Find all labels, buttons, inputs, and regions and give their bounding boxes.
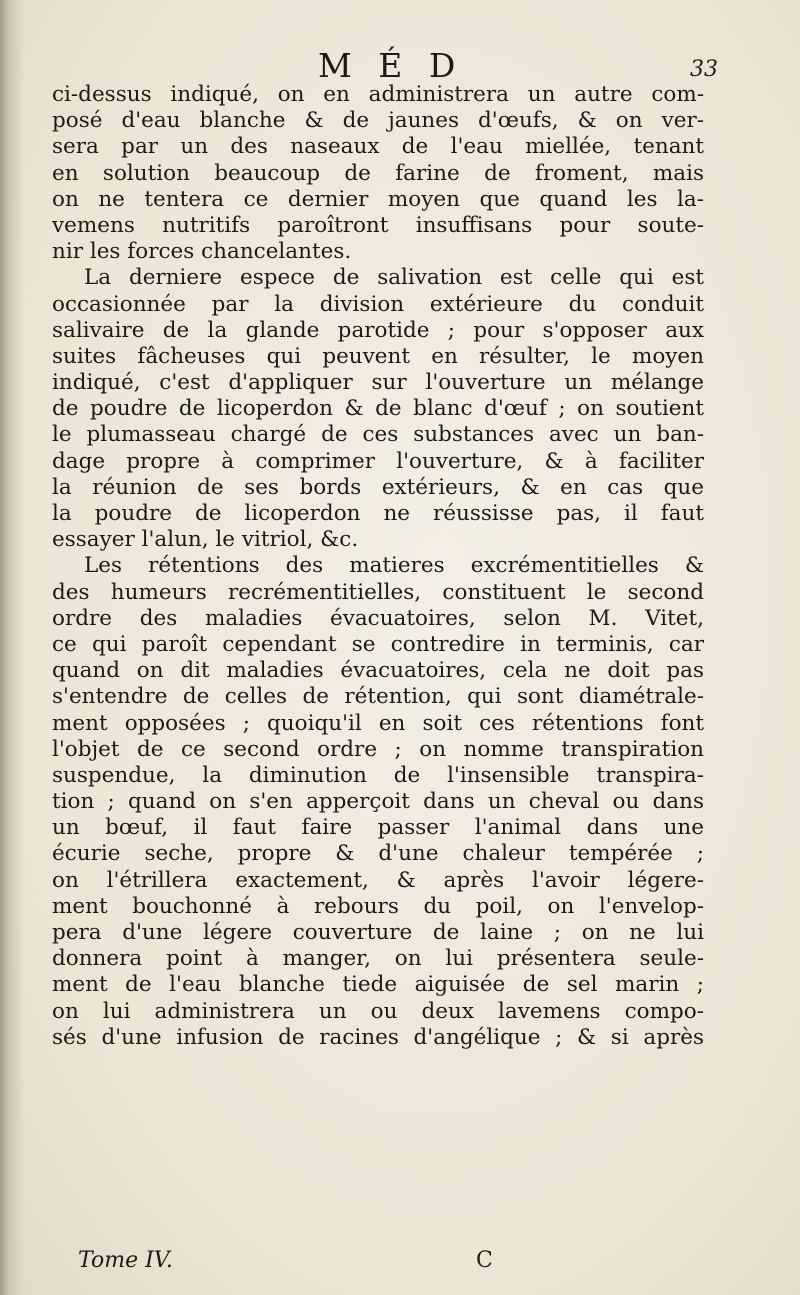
text-line: sés d'une infusion de racines d'angélique ; & si après <box>52 1024 704 1050</box>
text-line: pera d'une légere couverture de laine ; on ne lui <box>52 920 704 945</box>
text-line: on lui administrera un ou deux lavemens compo- <box>52 998 704 1024</box>
text-line: des humeurs recrémentitielles, constituent le second <box>52 579 704 605</box>
running-head: M É D <box>318 46 464 85</box>
text-line: sera par un des naseaux de l'eau miellée, tenant <box>52 134 704 160</box>
text-line: ment opposées ; quoiqu'il en soit ces rétentions font <box>52 710 704 736</box>
body-text <box>52 82 704 1248</box>
text-line: nir les forces chancelantes. <box>52 239 352 265</box>
page-number: 33 <box>690 57 718 82</box>
text-line: ordre des maladies évacuatoires, selon M. Vitet, <box>52 605 704 631</box>
text-line: en solution beaucoup de farine de froment, mais <box>52 160 704 186</box>
text-line: vemens nutritifs paroîtront insuffisans pour soute- <box>52 212 704 238</box>
text-line: tion ; quand on s'en apperçoit dans un cheval ou dans <box>52 789 704 815</box>
signature-mark: C <box>476 1248 493 1273</box>
text-line: ce qui paroît cependant se contredire in terminis, car <box>52 631 704 657</box>
page-header <box>0 46 800 86</box>
text-line: la poudre de licoperdon ne réussisse pas, il faut <box>52 501 704 526</box>
text-line: ci-dessus indiqué, on en administrera un autre com- <box>52 82 704 107</box>
text-line: posé d'eau blanche & de jaunes d'œufs, & on ver- <box>52 108 704 134</box>
text-line: on l'étrillera exactement, & après l'avoir légere- <box>52 867 704 893</box>
text-line: donnera point à manger, on lui présentera seule- <box>52 946 704 972</box>
text-line: un bœuf, il faut faire passer l'animal dans une <box>52 815 704 841</box>
text-line: le plumasseau chargé de ces substances avec un ban- <box>52 422 704 448</box>
page-footer <box>0 1246 800 1280</box>
text-line: de poudre de licoperdon & de blanc d'œuf ; on soutient <box>52 396 704 422</box>
text-line: ment bouchonné à rebours du poil, on l'envelop- <box>52 893 704 919</box>
page-gutter-shadow <box>0 0 24 1295</box>
text-line: essayer l'alun, le vitriol, &c. <box>52 527 359 553</box>
text-line: La derniere espece de salivation est celle qui est <box>84 265 704 291</box>
text-line: salivaire de la glande parotide ; pour s'opposer aux <box>52 317 704 343</box>
text-line: quand on dit maladies évacuatoires, cela ne doit pas <box>52 658 704 684</box>
text-line: s'entendre de celles de rétention, qui sont diamétrale- <box>52 684 704 710</box>
text-line: occasionnée par la division extérieure du conduit <box>52 291 704 317</box>
text-line: écurie seche, propre & d'une chaleur tempérée ; <box>52 841 704 867</box>
text-line: suspendue, la diminution de l'insensible transpira- <box>52 762 704 788</box>
text-line: ment de l'eau blanche tiede aiguisée de sel marin ; <box>52 972 704 998</box>
text-line: l'objet de ce second ordre ; on nomme transpiration <box>52 736 704 762</box>
text-line: suites fâcheuses qui peuvent en résulter, le moyen <box>52 343 704 369</box>
text-line: Les rétentions des matieres excrémentitielles & <box>84 553 704 579</box>
text-line: la réunion de ses bords extérieurs, & en cas que <box>52 474 704 500</box>
volume-label: Tome IV. <box>78 1248 173 1273</box>
text-line: indiqué, c'est d'appliquer sur l'ouverture un mélange <box>52 370 704 396</box>
text-line: dage propre à comprimer l'ouverture, & à faciliter <box>52 448 704 474</box>
text-line: on ne tentera ce dernier moyen que quand les la- <box>52 186 704 212</box>
